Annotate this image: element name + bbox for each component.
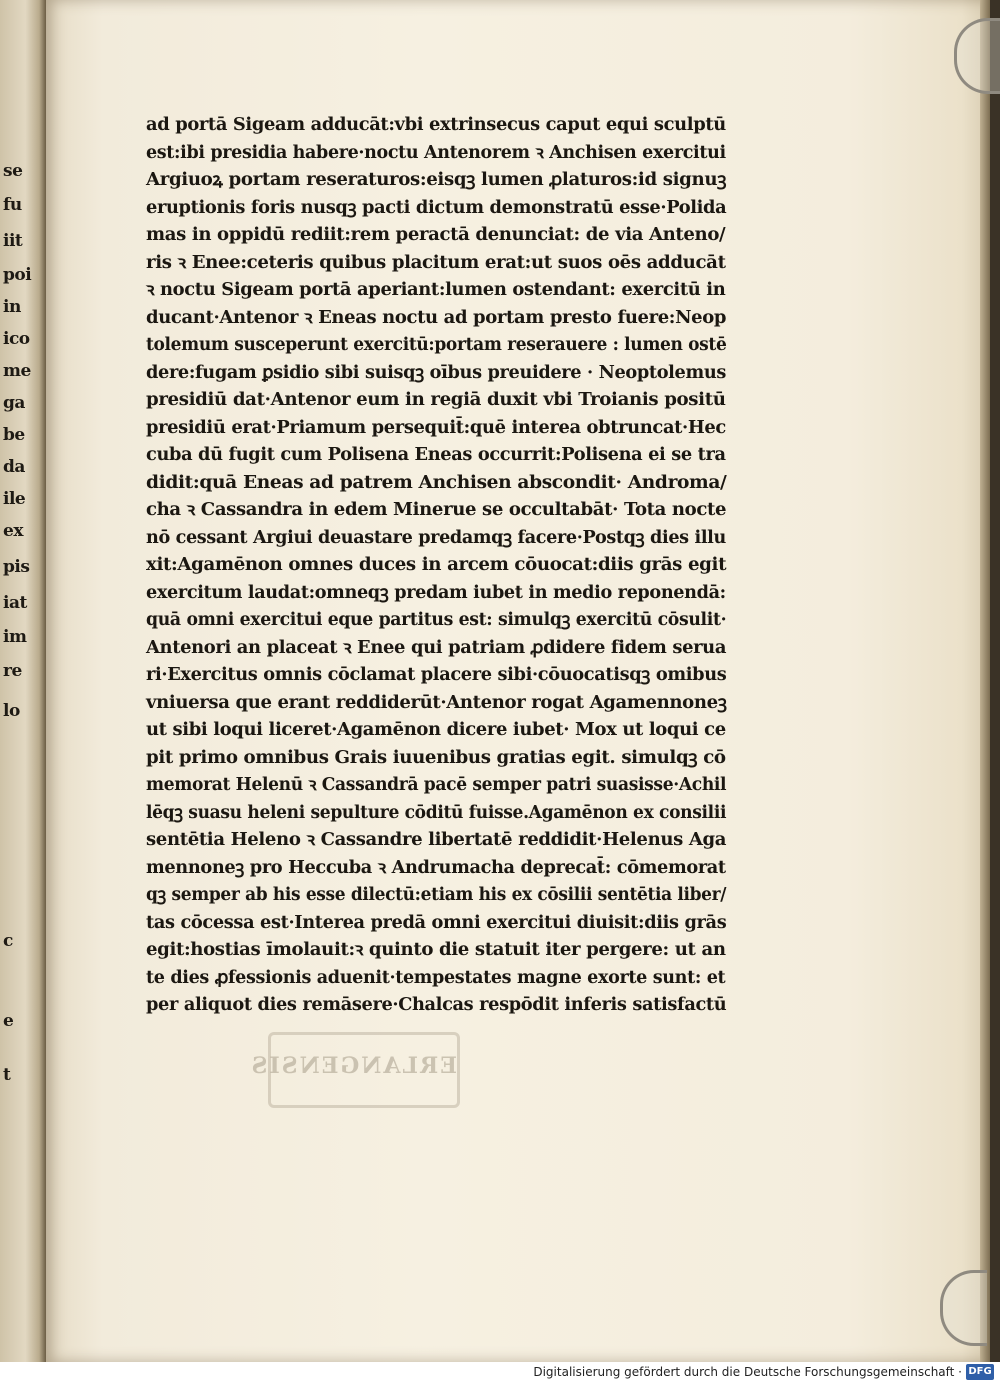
text-line: qꝫ semper ab his esse dilectū:etiam his ex cōsilii sentētia liber/ [146, 885, 727, 905]
facing-page-fragment: me [3, 361, 31, 381]
facing-page-fragment: ile [3, 489, 26, 509]
text-line: presidiū dat·Antenor eum in regiā duxit vbi Troianis positū [146, 390, 726, 410]
text-line: cuba dū fugit cum Polisena Eneas occurrit:Polisena ei se tra [146, 445, 726, 465]
text-line: egit:hostias īmolauit:ꝛ quinto die statuit iter pergere: ut an [146, 940, 726, 960]
text-line: Antenori an placeat ꝛ Enee qui patriam ꝓdidere fidem serua [146, 637, 727, 658]
text-line: lēqꝫ suasu heleni sepulture cōditū fuisse.Agamēnon ex consilii [146, 802, 727, 823]
text-line: ris ꝛ Enee:ceteris quibus placitum erat:ut suos oēs adducāt [146, 252, 726, 273]
text-line: te dies ꝓfessionis aduenit·tempestates magne exorte sunt: et [146, 967, 726, 988]
printed-text-block [146, 112, 736, 1020]
dfg-logo-icon[interactable]: DFG [966, 1364, 994, 1380]
text-line: exercitum laudat:omneqꝫ predam iubet in medio reponendā: [146, 582, 726, 603]
text-line: mennoneꝫ pro Heccuba ꝛ Andrumacha deprecat̄: cōmemorat [146, 857, 726, 878]
facing-page-fragment: t [3, 1065, 11, 1085]
leaf-right-edge [980, 0, 990, 1362]
facing-page-fragment: e [3, 1011, 14, 1031]
text-line: presidiū erat·Priamum persequit̄:quē interea obtruncat·Hec [146, 417, 726, 438]
facing-page-fragment: lo [3, 701, 20, 721]
text-line: mas in oppidū rediit:rem peractā denunciat: de via Anteno/ [146, 225, 726, 245]
text-line: memorat Helenū ꝛ Cassandrā pacē semper patri suasisse·Achil [146, 775, 727, 795]
facing-page-fragment: im [3, 627, 27, 647]
text-line: dere:fugam ꝑsidio sibi suisqꝫ oībus preuidere · Neoptolemus [146, 362, 727, 383]
text-line: xit:Agamēnon omnes duces in arcem cōuocat:diis grās egit [146, 555, 727, 575]
facing-page-fragment: be [3, 425, 25, 445]
facing-page-fragment: fu [3, 195, 22, 215]
library-stamp: ERLANGENSIS [268, 1032, 460, 1108]
facing-page-fragment: se [3, 161, 23, 181]
text-line: Argiuoꝝ portam reseraturos:eisqꝫ lumen ꝓlaturos:id signuꝫ [146, 170, 727, 190]
text-line: nō cessant Argiui deuastare predamqꝫ facere·Postqꝫ dies illu [146, 527, 726, 548]
text-line: sentētia Heleno ꝛ Cassandre libertatē reddidit·Helenus Aga [146, 830, 727, 850]
facing-page-fragment: c [3, 931, 13, 951]
footer-credit: Digitalisierung gefördert durch die Deutsche Forschungsgemeinschaft · [533, 1365, 962, 1379]
text-line: eruptionis foris nusqꝫ pacti dictum demonstratū esse·Polida [146, 197, 727, 218]
facing-page-edge [0, 0, 46, 1362]
facing-page-fragment: pis [3, 557, 30, 577]
facing-page-fragment: ex [3, 521, 23, 541]
footer-bar [0, 1362, 1000, 1384]
text-line: est:ibi presidia habere·noctu Antenorem ꝛ Anchisen exercitui [146, 142, 726, 163]
text-line: ut sibi loqui liceret·Agamēnon dicere iubet· Mox ut loqui ce [146, 720, 726, 740]
facing-page-fragment: poi [3, 265, 32, 285]
text-line: ri·Exercitus omnis cōclamat placere sibi·cōuocatisqꝫ omibus [146, 665, 727, 685]
text-line: ꝛ noctu Sigeam portā aperiant:lumen ostendant: exercitū in [146, 280, 726, 300]
text-line: quā omni exercitui eque partitus est: simulqꝫ exercitū cōsulit· [146, 610, 727, 630]
facing-page-fragment: ico [3, 329, 30, 349]
facing-page-fragment: ga [3, 393, 25, 413]
text-line: didit:quā Eneas ad patrem Anchisen abscondit· Androma/ [146, 472, 727, 493]
text-line: cha ꝛ Cassandra in edem Minerue se occultabāt· Tota nocte [146, 500, 727, 520]
facing-page-fragment: in [3, 297, 21, 317]
text-line: tolemum susceperunt exercitū:portam reserauere : lumen ostē [146, 335, 727, 355]
text-line: pit primo omnibus Grais iuuenibus gratias egit. simulqꝫ cō [146, 747, 726, 768]
text-line: tas cōcessa est·Interea predā omni exercitui diuisit:diis grās [146, 912, 727, 933]
facing-page-fragment: da [3, 457, 25, 477]
text-line: per aliquot dies remāsere·Chalcas respōdit inferis satisfactū [146, 995, 727, 1015]
facing-page-fragment: iit [3, 231, 23, 251]
facing-page-fragment: iat [3, 593, 27, 613]
facing-page-fragment: re [3, 661, 22, 681]
text-line: vniuersa que erant reddiderūt·Antenor rogat Agamennoneꝫ [146, 692, 727, 713]
text-line: ducant·Antenor ꝛ Eneas noctu ad portam presto fuere:Neop [146, 307, 727, 328]
text-line: ad portā Sigeam adducāt:vbi extrinsecus caput equi sculptū [146, 115, 726, 135]
